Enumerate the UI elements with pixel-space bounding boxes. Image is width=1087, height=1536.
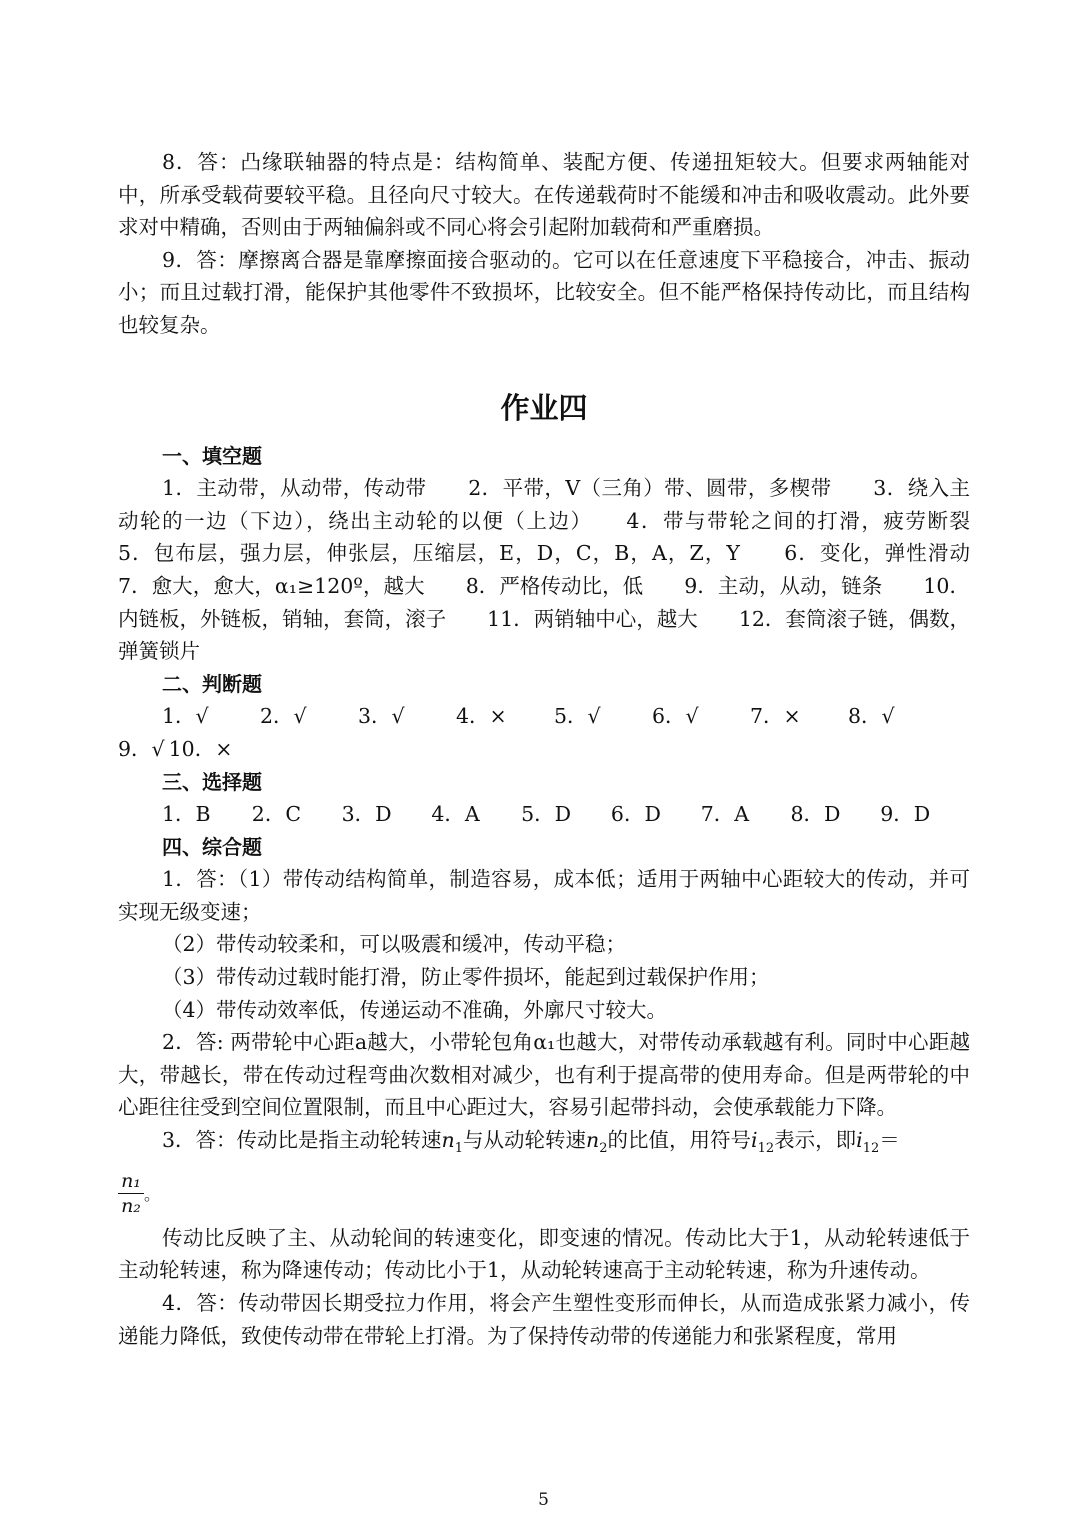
tf-answer-6: 6．√ — [652, 704, 699, 729]
comprehensive-answer-1-item-2: （2）带传动较柔和，可以吸震和缓冲，传动平稳； — [162, 932, 627, 957]
section-title: 作业四 — [500, 390, 588, 425]
fraction-numerator: n₁ — [121, 1170, 141, 1193]
true-false-row-2 — [118, 733, 970, 766]
tf-answer-8: 8．√ — [848, 704, 895, 729]
choice-answer-4: 4．A — [431, 802, 480, 827]
choice-answer-9: 9．D — [880, 802, 931, 827]
answer-9: 9．答：摩擦离合器是靠摩擦面接合驱动的。它可以在任意速度下平稳接合，冲击、振动小；而且过载打滑，能保护其他零件不致损坏，比较安全。但不能严格保持传动比，而且结构也较复杂。 — [118, 247, 970, 337]
choice-answer-7: 7．A — [700, 802, 750, 827]
comprehensive-heading: 四、综合题 — [162, 834, 262, 859]
fill-blank-answers: 1．主动带，从动带，传动带 2．平带，V（三角）带、圆带，多楔带 3．绕入主动轮的一边（下边），绕出主动轮的以便（上边） 4．带与带轮之间的打滑，疲劳断裂 5．包布层，强力层，伸张层，压缩层，E，D，C，B，A，Z，Y 6．变化，弹性滑动 7．愈大，愈大，α₁≥120º，越大 8．严格传动比，低 9．主动，从动，链条 10．内链板，外链板，销轴，套筒，滚子 11．两销轴中心，越大 12．套筒滚子链，偶数，弹簧锁片 — [118, 476, 1011, 664]
choice-answer-5: 5．D — [521, 802, 572, 827]
tf-answer-3: 3．√ — [358, 704, 405, 729]
choice-row — [118, 798, 970, 831]
transmission-ratio-formula — [118, 1166, 970, 1222]
comprehensive-answer-2: 2．答: 两带轮中心距a越大，小带轮包角α₁也越大，对带传动承载越有利。同时中心距越大，带越长，带在传动过程弯曲次数相对减少，也有利于提高带的使用寿命。但是两带轮的中心距往往受到空间位置限制，而且中心距过大，容易引起带抖动，会使承载能力下降。 — [118, 1030, 970, 1120]
comprehensive-answer-1: 1．答：（1）带传动结构简单，制造容易，成本低；适用于两轴中心距较大的传动，并可实现无级变速； — [118, 867, 970, 924]
tf-answer-10: 10．× — [168, 736, 233, 761]
true-false-row-1 — [118, 700, 970, 733]
ratio-fraction — [118, 1170, 144, 1217]
comprehensive-answer-1-item-3: （3）带传动过载时能打滑，防止零件损坏，能起到过载保护作用； — [162, 965, 770, 990]
fill-blank-heading: 一、填空题 — [162, 443, 262, 468]
tf-answer-5: 5．√ — [554, 704, 601, 729]
tf-answer-4: 4．× — [456, 704, 507, 729]
comprehensive-answer-4: 4．答：传动带因长期受拉力作用，将会产生塑性变形而伸长，从而造成张紧力减小，传递能力降低，致使传动带在带轮上打滑。为了保持传动带的传递能力和张紧程度，常用 — [118, 1290, 970, 1348]
document-body — [118, 146, 1011, 1352]
choice-heading: 三、选择题 — [162, 769, 262, 794]
tf-answer-1: 1．√ — [162, 704, 209, 729]
comprehensive-answer-3: 3．答：传动比是指主动轮转速$n_1$与从动轮转速$n_2$的比值，用符号$i_{12}$表示，即$i_{12}=$ — [162, 1128, 900, 1157]
choice-answer-1: 1．B — [162, 802, 211, 827]
true-false-heading: 二、判断题 — [162, 671, 262, 696]
page-number: 5 — [538, 1490, 549, 1510]
fraction-bar — [118, 1193, 144, 1194]
tf-answer-7: 7．× — [750, 704, 801, 729]
answer-8: 8．答：凸缘联轴器的特点是：结构简单、装配方便、传递扭矩较大。但要求两轴能对中，所承受载荷要较平稳。且径向尺寸较大。在传递载荷时不能缓和冲击和吸收震动。此外要求对中精确，否则由于两轴偏斜或不同心将会引起附加载荷和严重磨损。 — [118, 150, 970, 240]
choice-answer-6: 6．D — [610, 802, 661, 827]
tf-answer-2: 2．√ — [260, 704, 307, 729]
tf-answer-9: 9．√ — [118, 736, 165, 761]
choice-answer-2: 2．C — [251, 802, 302, 827]
choice-answer-8: 8．D — [790, 802, 841, 827]
comprehensive-answer-1-item-4: （4）带传动效率低，传递运动不准确，外廓尺寸较大。 — [162, 997, 668, 1022]
comprehensive-answer-3-para-2: 传动比反映了主、从动轮间的转速变化，即变速的情况。传动比大于1，从动轮转速低于主动轮转速，称为降速传动；传动比小于1，从动轮转速高于主动轮转速，称为升速传动。 — [118, 1225, 970, 1283]
formula-end-punctuation: 。 — [144, 1185, 161, 1205]
choice-answer-3: 3．D — [341, 802, 392, 827]
fraction-denominator: n₂ — [121, 1195, 141, 1218]
